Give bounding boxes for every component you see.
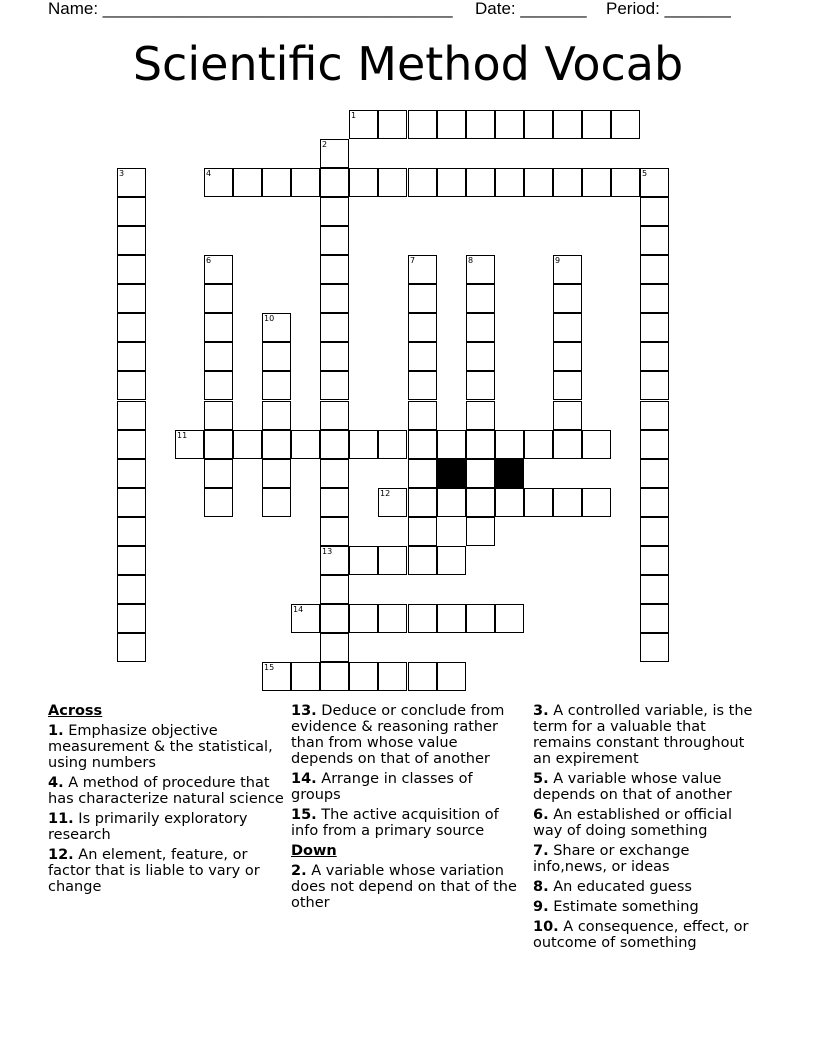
crossword-cell[interactable] (117, 575, 146, 604)
cell-number: 5 (642, 169, 648, 178)
cell-number: 1 (351, 111, 357, 120)
crossword-cell[interactable] (204, 488, 233, 517)
crossword-cell[interactable] (437, 168, 466, 197)
crossword-cell[interactable] (553, 342, 582, 371)
crossword-cell[interactable] (640, 430, 669, 459)
crossword-cell[interactable] (349, 546, 378, 575)
crossword-cell[interactable] (204, 342, 233, 371)
crossword-cell[interactable] (320, 168, 349, 197)
crossword-cell[interactable] (320, 488, 349, 517)
crossword-cell[interactable] (117, 168, 146, 197)
clue-down-6: 6. An established or official way of doing something (533, 807, 732, 839)
clue-down-3: 3. A controlled variable, is the term for a valuable that remains constant throughout an expirement (533, 703, 753, 767)
cell-number: 10 (264, 314, 275, 323)
crossword-cell[interactable] (553, 313, 582, 342)
crossword-cell[interactable] (378, 546, 407, 575)
crossword-cell[interactable] (349, 662, 378, 691)
crossword-cell[interactable] (553, 371, 582, 400)
crossword-cell[interactable] (466, 168, 495, 197)
crossword-cell[interactable] (640, 575, 669, 604)
cell-number: 7 (410, 256, 416, 265)
crossword-cell[interactable] (204, 430, 233, 459)
crossword-cell[interactable] (320, 633, 349, 662)
crossword-cell[interactable] (117, 401, 146, 430)
clue-down-10: 10. A consequence, effect, or outcome of something (533, 919, 749, 951)
crossword-cell[interactable] (582, 430, 611, 459)
crossword-cell[interactable] (204, 284, 233, 313)
crossword-cell[interactable] (378, 168, 407, 197)
clue-down-7: 7. Share or exchange info,news, or ideas (533, 843, 690, 875)
crossword-cell[interactable] (640, 313, 669, 342)
crossword-cell[interactable] (204, 371, 233, 400)
crossword-cell[interactable] (117, 488, 146, 517)
crossword-cell[interactable] (320, 226, 349, 255)
crossword-cell[interactable] (408, 459, 437, 488)
crossword-cell[interactable] (466, 488, 495, 517)
clue-down-5: 5. A variable whose value depends on that of another (533, 771, 732, 803)
crossword-cell[interactable] (408, 371, 437, 400)
crossword-cell[interactable] (117, 546, 146, 575)
crossword-cell[interactable] (320, 255, 349, 284)
crossword-cell[interactable] (204, 168, 233, 197)
crossword-cell[interactable] (437, 546, 466, 575)
crossword-cell[interactable] (640, 459, 669, 488)
crossword-cell[interactable] (320, 430, 349, 459)
crossword-cell[interactable] (320, 371, 349, 400)
crossword-cell[interactable] (320, 546, 349, 575)
crossword-cell[interactable] (262, 430, 291, 459)
clue-across-11: 11. Is primarily exploratory research (48, 811, 248, 843)
crossword-cell[interactable] (553, 110, 582, 139)
crossword-cell[interactable] (233, 168, 262, 197)
crossword-cell[interactable] (378, 430, 407, 459)
crossword-cell[interactable] (349, 168, 378, 197)
period-field[interactable]: Period: _______ (606, 0, 731, 18)
crossword-cell[interactable] (582, 110, 611, 139)
crossword-cell[interactable] (320, 575, 349, 604)
crossword-cell[interactable] (640, 197, 669, 226)
crossword-cell[interactable] (437, 662, 466, 691)
crossword-cell[interactable] (262, 313, 291, 342)
crossword-cell[interactable] (117, 459, 146, 488)
crossword-cell[interactable] (320, 662, 349, 691)
crossword-cell[interactable] (117, 633, 146, 662)
crossword-cell[interactable] (378, 604, 407, 633)
crossword-cell[interactable] (408, 488, 437, 517)
crossword-cell[interactable] (320, 139, 349, 168)
crossword-cell[interactable] (320, 342, 349, 371)
crossword-cell[interactable] (349, 604, 378, 633)
crossword-cell[interactable] (553, 168, 582, 197)
crossword-cell[interactable] (117, 313, 146, 342)
across-heading: Across (48, 703, 103, 719)
crossword-cell[interactable] (466, 313, 495, 342)
crossword-cell[interactable] (204, 401, 233, 430)
crossword-cell[interactable] (640, 284, 669, 313)
clue-across-4: 4. A method of procedure that has characterize natural science (48, 775, 284, 807)
crossword-cell[interactable] (495, 110, 524, 139)
crossword-cell[interactable] (291, 430, 320, 459)
cell-number: 2 (322, 140, 328, 149)
crossword-cell[interactable] (466, 371, 495, 400)
crossword-cell[interactable] (117, 255, 146, 284)
crossword-cell[interactable] (437, 430, 466, 459)
cell-number: 11 (177, 431, 188, 440)
crossword-cell[interactable] (466, 284, 495, 313)
crossword-cell[interactable] (320, 313, 349, 342)
crossword-cell[interactable] (640, 255, 669, 284)
crossword-cell[interactable] (582, 488, 611, 517)
crossword-cell[interactable] (640, 604, 669, 633)
crossword-cell[interactable] (204, 313, 233, 342)
crossword-cell[interactable] (117, 371, 146, 400)
crossword-cell[interactable] (320, 401, 349, 430)
crossword-cell[interactable] (117, 197, 146, 226)
cell-number: 9 (555, 256, 561, 265)
clue-across-15: 15. The active acquisition of info from a primary source (291, 807, 499, 839)
crossword-cell[interactable] (640, 488, 669, 517)
cell-number: 13 (322, 547, 333, 556)
crossword-cell[interactable] (408, 517, 437, 546)
crossword-cell[interactable] (611, 110, 640, 139)
crossword-cell[interactable] (262, 371, 291, 400)
crossword-cell[interactable] (408, 255, 437, 284)
crossword-cell[interactable] (640, 633, 669, 662)
crossword-cell[interactable] (262, 401, 291, 430)
cell-number: 4 (206, 169, 212, 178)
crossword-cell[interactable] (291, 168, 320, 197)
crossword-cell[interactable] (262, 488, 291, 517)
crossword-cell[interactable] (466, 255, 495, 284)
crossword-cell[interactable] (524, 430, 553, 459)
crossword-cell[interactable] (553, 401, 582, 430)
crossword-cell[interactable] (117, 517, 146, 546)
clue-down-8: 8. An educated guess (533, 879, 692, 895)
clue-across-13: 13. Deduce or conclude from evidence & reasoning rather than from whose value depends on that of another (291, 703, 505, 767)
crossword-cell[interactable] (408, 110, 437, 139)
crossword-cell[interactable] (204, 459, 233, 488)
crossword-cell[interactable] (524, 110, 553, 139)
page-title: Scientific Method Vocab (132, 37, 684, 91)
crossword-cell[interactable] (408, 604, 437, 633)
crossword-cell[interactable] (640, 401, 669, 430)
crossword-cell[interactable] (408, 546, 437, 575)
crossword-cell[interactable] (117, 604, 146, 633)
crossword-cell[interactable] (495, 488, 524, 517)
cell-number: 6 (206, 256, 212, 265)
crossword-cell[interactable] (262, 342, 291, 371)
crossword-cell[interactable] (495, 604, 524, 633)
crossword-cell[interactable] (466, 517, 495, 546)
crossword-cell[interactable] (466, 604, 495, 633)
clue-column-1 (48, 703, 284, 899)
crossword-cell[interactable] (408, 168, 437, 197)
crossword-cell[interactable] (466, 110, 495, 139)
crossword-cell[interactable] (320, 517, 349, 546)
clue-across-12: 12. An element, feature, or factor that is liable to vary or change (48, 847, 260, 895)
crossword-cell[interactable] (378, 488, 407, 517)
crossword-cell[interactable] (640, 168, 669, 197)
crossword-cell[interactable] (524, 488, 553, 517)
cell-number: 12 (380, 489, 391, 498)
blocked-cell (437, 459, 466, 488)
crossword-cell[interactable] (320, 197, 349, 226)
crossword-cell[interactable] (524, 168, 553, 197)
crossword-cell[interactable] (640, 342, 669, 371)
crossword-cell[interactable] (495, 430, 524, 459)
name-field[interactable]: Name: _____________________________________ (48, 0, 453, 18)
crossword-cell[interactable] (466, 342, 495, 371)
crossword-cell[interactable] (175, 430, 204, 459)
crossword-cell[interactable] (437, 488, 466, 517)
cell-number: 3 (119, 169, 125, 178)
crossword-cell[interactable] (320, 459, 349, 488)
crossword-cell[interactable] (640, 517, 669, 546)
crossword-cell[interactable] (408, 430, 437, 459)
clue-down-2: 2. A variable whose variation does not depend on that of the other (291, 863, 517, 911)
crossword-cell[interactable] (553, 255, 582, 284)
crossword-cell[interactable] (553, 488, 582, 517)
clue-column-2 (291, 703, 517, 915)
cell-number: 14 (293, 605, 304, 614)
crossword-cell[interactable] (495, 168, 524, 197)
crossword-cell[interactable] (117, 226, 146, 255)
crossword-cell[interactable] (262, 662, 291, 691)
clue-down-9: 9. Estimate something (533, 899, 699, 915)
crossword-cell[interactable] (378, 110, 407, 139)
date-field[interactable]: Date: _______ (475, 0, 587, 18)
crossword-cell[interactable] (640, 371, 669, 400)
cell-number: 15 (264, 663, 275, 672)
crossword-cell[interactable] (466, 401, 495, 430)
clue-across-14: 14. Arrange in classes of groups (291, 771, 473, 803)
crossword-cell[interactable] (378, 662, 407, 691)
crossword-cell[interactable] (437, 604, 466, 633)
crossword-cell[interactable] (408, 313, 437, 342)
crossword-cell[interactable] (117, 284, 146, 313)
crossword-cell[interactable] (349, 430, 378, 459)
crossword-cell[interactable] (408, 342, 437, 371)
crossword-cell[interactable] (117, 430, 146, 459)
crossword-cell[interactable] (437, 110, 466, 139)
clue-across-1: 1. Emphasize objective measurement & the statistical, using numbers (48, 723, 273, 771)
crossword-cell[interactable] (640, 546, 669, 575)
crossword-cell[interactable] (408, 401, 437, 430)
crossword-cell[interactable] (408, 284, 437, 313)
cell-number: 8 (468, 256, 474, 265)
crossword-cell[interactable] (640, 226, 669, 255)
blocked-cell (495, 459, 524, 488)
crossword-cell[interactable] (233, 430, 262, 459)
crossword-cell[interactable] (611, 168, 640, 197)
down-heading: Down (291, 843, 337, 859)
crossword-cell[interactable] (582, 168, 611, 197)
crossword-cell[interactable] (262, 168, 291, 197)
crossword-cell[interactable] (291, 604, 320, 633)
crossword-cell[interactable] (262, 459, 291, 488)
crossword-cell[interactable] (320, 604, 349, 633)
crossword-cell[interactable] (291, 662, 320, 691)
crossword-cell[interactable] (553, 284, 582, 313)
crossword-cell[interactable] (466, 430, 495, 459)
clue-column-3 (533, 703, 765, 955)
crossword-cell[interactable] (553, 430, 582, 459)
crossword-cell[interactable] (349, 110, 378, 139)
crossword-cell[interactable] (320, 284, 349, 313)
crossword-cell[interactable] (204, 255, 233, 284)
crossword-cell[interactable] (466, 459, 495, 488)
crossword-cell[interactable] (117, 342, 146, 371)
crossword-cell[interactable] (408, 662, 437, 691)
